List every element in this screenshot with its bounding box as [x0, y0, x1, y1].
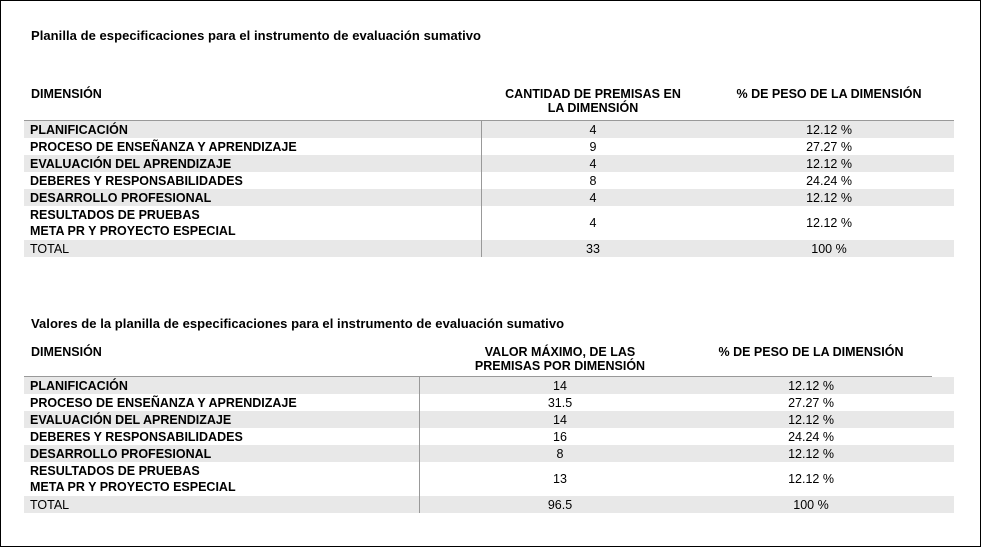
- table-row: [24, 462, 954, 496]
- table2-title: Valores de la planilla de especificaciones para el instrumento de evaluación sumativo: [31, 316, 565, 331]
- table-row: [24, 445, 954, 462]
- table-total-row: [24, 496, 954, 513]
- row-weight: 12.12 %: [806, 190, 852, 205]
- row-count: 4: [589, 216, 597, 230]
- table2-header-dimension: DIMENSIÓN: [31, 345, 102, 359]
- row-dimension: DESARROLLO PROFESIONAL: [30, 190, 212, 205]
- row-weight: 24.24 %: [806, 173, 852, 188]
- row-dimension: PLANIFICACIÓN: [30, 122, 128, 137]
- row-value: 16: [553, 429, 567, 444]
- row-dimension-line2: META PR Y PROYECTO ESPECIAL: [30, 224, 236, 238]
- table-row: [24, 121, 954, 138]
- table2-header-value: [440, 345, 680, 373]
- row-dimension: [30, 206, 236, 240]
- total-weight: 100 %: [793, 497, 829, 512]
- row-count: 9: [589, 139, 597, 154]
- table1-header-count-line2: LA DIMENSIÓN: [547, 101, 639, 115]
- row-count: 4: [589, 122, 597, 137]
- table2-column-divider: [419, 377, 420, 513]
- row-dimension: [30, 462, 236, 496]
- total-count: 33: [586, 241, 600, 256]
- table2-header-value-line2: PREMISAS POR DIMENSIÓN: [474, 359, 646, 373]
- total-label: TOTAL: [30, 241, 70, 256]
- row-dimension: DEBERES Y RESPONSABILIDADES: [30, 429, 243, 444]
- row-weight: 12.12 %: [788, 446, 834, 461]
- row-weight: 12.12 %: [806, 122, 852, 137]
- table1-header-dimension: DIMENSIÓN: [31, 87, 102, 101]
- row-dimension: EVALUACIÓN DEL APRENDIZAJE: [30, 412, 232, 427]
- row-value: 8: [556, 446, 564, 461]
- row-dimension: DESARROLLO PROFESIONAL: [30, 446, 212, 461]
- row-weight: 27.27 %: [788, 395, 834, 410]
- table-row: [24, 377, 954, 394]
- row-count: 4: [589, 190, 597, 205]
- row-weight: 12.12 %: [788, 412, 834, 427]
- row-dimension-line2: META PR Y PROYECTO ESPECIAL: [30, 480, 236, 494]
- table1-header-count: [482, 87, 704, 115]
- row-weight: 12.12 %: [788, 472, 834, 486]
- row-count: 8: [589, 173, 597, 188]
- row-value: 31.5: [547, 395, 573, 410]
- table-row: [24, 138, 954, 155]
- table-row: [24, 189, 954, 206]
- row-weight: 24.24 %: [788, 429, 834, 444]
- row-dimension: EVALUACIÓN DEL APRENDIZAJE: [30, 156, 232, 171]
- row-weight: 12.12 %: [806, 156, 852, 171]
- row-value: 14: [553, 378, 567, 393]
- row-weight: 27.27 %: [806, 139, 852, 154]
- table1-header-count-line1: CANTIDAD DE PREMISAS EN: [505, 87, 681, 101]
- row-dimension-line1: RESULTADOS DE PRUEBAS: [30, 208, 200, 222]
- row-dimension: PLANIFICACIÓN: [30, 378, 128, 393]
- row-dimension: PROCESO DE ENSEÑANZA Y APRENDIZAJE: [30, 139, 297, 154]
- total-label: TOTAL: [30, 497, 70, 512]
- total-value: 96.5: [547, 497, 573, 512]
- table1-column-divider: [481, 121, 482, 257]
- table-row: [24, 428, 954, 445]
- table-total-row: [24, 240, 954, 257]
- table2-header-value-line1: VALOR MÁXIMO, DE LAS: [484, 345, 636, 359]
- table1-header-weight: % DE PESO DE LA DIMENSIÓN: [736, 87, 922, 101]
- table-row: [24, 411, 954, 428]
- row-dimension: DEBERES Y RESPONSABILIDADES: [30, 173, 243, 188]
- table1-title: Planilla de especificaciones para el instrumento de evaluación sumativo: [31, 28, 482, 43]
- row-dimension: PROCESO DE ENSEÑANZA Y APRENDIZAJE: [30, 395, 297, 410]
- table2-header-weight: % DE PESO DE LA DIMENSIÓN: [718, 345, 904, 359]
- table-row: [24, 394, 954, 411]
- row-value: 13: [553, 472, 567, 486]
- table-row: [24, 155, 954, 172]
- row-weight: 12.12 %: [788, 378, 834, 393]
- total-weight: 100 %: [811, 241, 847, 256]
- row-value: 14: [553, 412, 567, 427]
- table-row: [24, 206, 954, 240]
- row-count: 4: [589, 156, 597, 171]
- table-row: [24, 172, 954, 189]
- row-weight: 12.12 %: [806, 216, 852, 230]
- row-dimension-line1: RESULTADOS DE PRUEBAS: [30, 464, 200, 478]
